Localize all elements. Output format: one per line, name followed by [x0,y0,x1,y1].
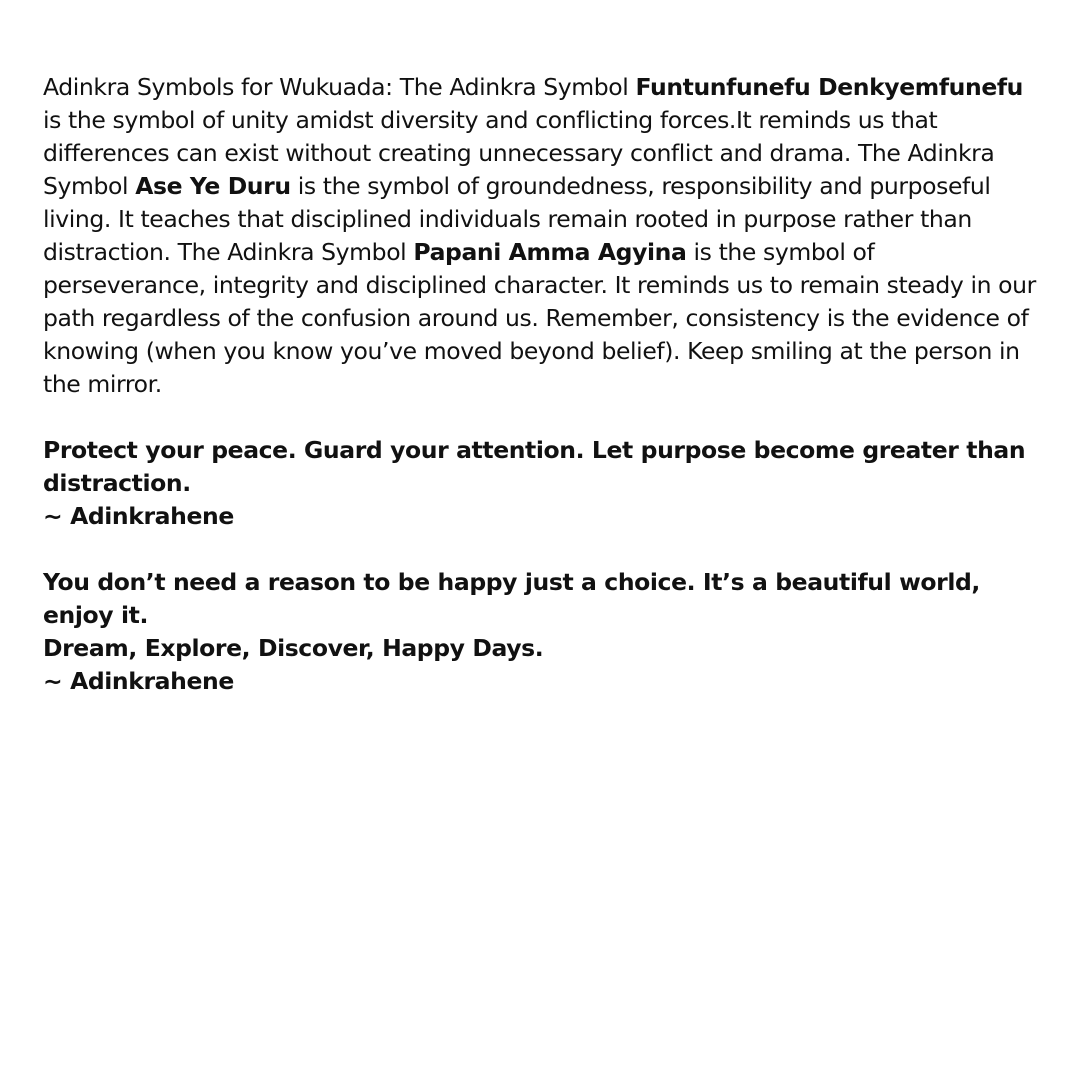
intro-text-3: is the symbol of groundedness, responsibility and purposeful living. It teaches that disciplined individuals remain rooted in purpose rather than distraction. The Adinkra Symbol [43,172,991,266]
symbol-name-funtunfunefu: Funtunfunefu Denkyemfunefu [635,73,1024,101]
symbol-name-ase-ye-duru: Ase Ye Duru [135,172,291,200]
quote-2-line-1: You don’t need a reason to be happy just a choice. It’s a beautiful world, enjoy it. [43,568,980,629]
symbol-name-papani-amma-agyina: Papani Amma Agyina [413,238,687,266]
intro-text-1: Adinkra Symbols for Wukuada: The Adinkra Symbol [43,73,636,101]
intro-text-2: is the symbol of unity amidst diversity and conflicting forces.It reminds us that differences can exist without creating unnecessary conflict and drama. The Adinkra Symbol [43,106,995,200]
quote-1-text: Protect your peace. Guard your attention. Let purpose become greater than distraction. [43,436,1026,497]
quote-2-author: ~ Adinkrahene [43,667,234,695]
quote-2-line-2: Dream, Explore, Discover, Happy Days. [43,634,544,662]
quote-1-author: ~ Adinkrahene [43,502,234,530]
quote-block-1 [43,434,1040,533]
intro-paragraph [43,71,1040,401]
quote-block-2 [43,566,1040,698]
intro-text-4: is the symbol of perseverance, integrity and disciplined character. It reminds us to remain steady in our path regardless of the confusion around us. Remember, consistency is the evidence of knowing (when you know you’ve moved beyond belief). Keep smiling at the person in the mirror. [43,238,1036,398]
